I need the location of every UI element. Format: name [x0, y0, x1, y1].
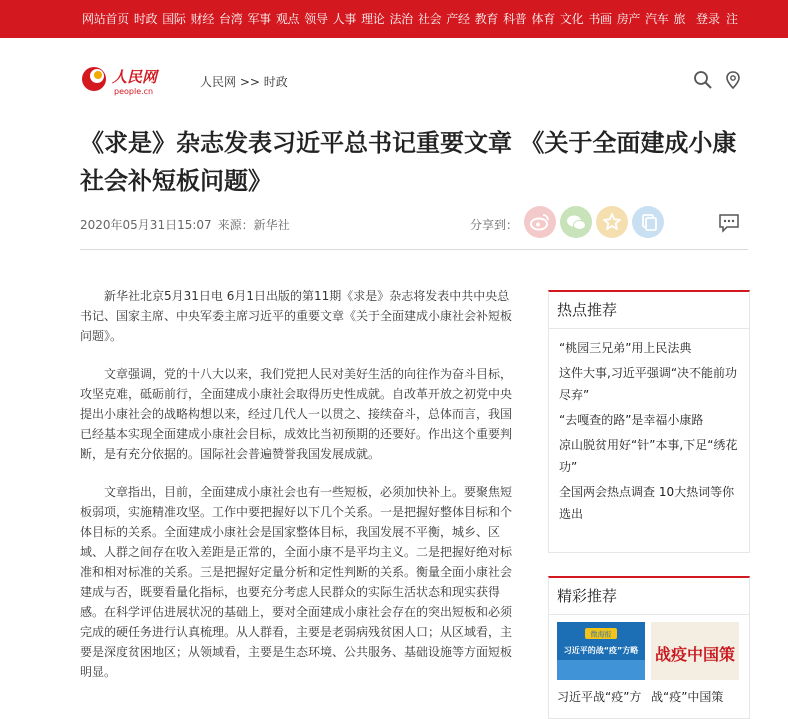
comment-icon[interactable]: [718, 213, 740, 233]
hot-recommend-title: 热点推荐: [549, 292, 749, 329]
nav-item[interactable]: 社会: [417, 12, 442, 26]
nav-item[interactable]: 时政: [133, 12, 158, 26]
copy-icon: [632, 206, 664, 238]
top-nav-bar: [0, 0, 788, 38]
copy-link-button[interactable]: [632, 206, 664, 238]
nav-item[interactable]: 观点: [275, 12, 300, 26]
weibo-share-button[interactable]: [524, 206, 556, 238]
register-link[interactable]: 注: [726, 12, 739, 26]
nav-item[interactable]: 书画: [588, 12, 612, 26]
channel-nav: [82, 10, 690, 27]
nav-item[interactable]: 教育: [474, 12, 499, 26]
breadcrumb: [200, 73, 288, 90]
featured-image-tag: 微海报: [590, 630, 612, 639]
wechat-share-button[interactable]: [560, 206, 592, 238]
header-divider: [80, 249, 748, 250]
qzone-share-button[interactable]: [596, 206, 628, 238]
hot-recommend-panel: [548, 290, 750, 553]
featured-panel: [548, 576, 750, 719]
hot-list: [549, 329, 749, 525]
hot-item[interactable]: 凉山脱贫用好“针”本事,下足“绣花功”: [559, 438, 738, 474]
featured-caption[interactable]: 习近平战“疫”方: [557, 690, 642, 704]
publish-datetime: 2020年05月31日15:07: [80, 218, 212, 232]
nav-item[interactable]: 房产: [616, 12, 641, 26]
hot-item[interactable]: 全国两会热点调查 10大热词等你选出: [559, 485, 735, 521]
nav-item[interactable]: 财经: [190, 12, 215, 26]
article-meta: [80, 216, 296, 233]
account-links: [696, 10, 744, 27]
nav-item[interactable]: 文化: [559, 12, 584, 26]
nav-item[interactable]: 军事: [247, 12, 271, 26]
featured-image-1[interactable]: [557, 622, 645, 680]
featured-title: 精彩推荐: [549, 578, 749, 615]
nav-item[interactable]: 科普: [503, 12, 527, 26]
nav-item[interactable]: 台湾: [219, 12, 243, 26]
nav-item[interactable]: 领导: [304, 12, 328, 26]
breadcrumb-separator: >>: [239, 75, 260, 89]
weibo-icon: [524, 206, 556, 238]
nav-item[interactable]: 旅: [673, 12, 686, 26]
nav-item[interactable]: 网站首页: [82, 12, 129, 26]
search-icon[interactable]: [693, 70, 713, 90]
hot-item[interactable]: 这件大事,习近平强调“决不能前功尽弃”: [559, 366, 738, 402]
featured-image-2[interactable]: [651, 622, 739, 680]
article-paragraph: 文章强调，党的十八大以来，我们党把人民对美好生活的向往作为奋斗目标，攻坚克难，砥砺前行，全面建成小康社会取得历史性成就。自改革开放之初党中央提出小康社会的战略构想以来，经过几代人一以贯之、接续奋斗，总体而言，我国已经基本实现全面建成小康社会目标，成效比当初预期的还要好。作出这个重要判断，是有充分依据的。国际社会普遍赞誉我国发展成就。: [80, 367, 513, 461]
article-title: 《求是》杂志发表习近平总书记重要文章 《关于全面建成小康社会补短板问题》: [80, 129, 737, 195]
nav-item[interactable]: 法治: [389, 12, 413, 26]
star-icon: [596, 206, 628, 238]
article-body: [80, 286, 517, 700]
nav-item[interactable]: 理论: [361, 12, 385, 26]
nav-item[interactable]: 汽车: [645, 12, 669, 26]
location-icon[interactable]: [723, 70, 743, 90]
nav-item[interactable]: 人事: [332, 12, 357, 26]
login-link[interactable]: 登录: [696, 12, 721, 26]
nav-item[interactable]: 体育: [531, 12, 555, 26]
nav-item[interactable]: 产经: [446, 12, 470, 26]
share-label: 分享到：: [470, 218, 519, 232]
wechat-icon: [560, 206, 592, 238]
breadcrumb-channel[interactable]: 时政: [263, 75, 288, 89]
logo-subtext: people.cn: [114, 87, 154, 96]
logo-text: 人民网: [112, 68, 158, 86]
featured-caption[interactable]: 战“疫”中国策: [651, 690, 724, 704]
people-daily-logo[interactable]: [80, 62, 166, 98]
hot-item[interactable]: “去嘎查的路”是幸福小康路: [559, 413, 704, 427]
article-paragraph: 文章指出，目前，全面建成小康社会也有一些短板，必须加快补上。要聚焦短板弱项，实施精准攻坚。工作中要把握好以下几个关系。一是把握好整体目标和个体目标的关系。全面建成小康社会是国家整体目标，我国发展不平衡，城乡、区域、人群之间存在收入差距是正常的，全面小康不是平均主义。二是把握好绝对标准和相对标准的关系。三是把握好定量分析和定性判断的关系。衡量全面小康社会建成与否，既要看量化指标，也要充分考虑人民群众的实际生活状态和现实获得感。在科学评估进展状况的基础上，要对全面建成小康社会存在的突出短板和必须完成的硬任务进行认真梳理。从人群看，主要是老弱病残贫困人口；从区域看，主要是深度贫困地区；从领域看，主要是生态环境、公共服务、基础设施等方面短板明显。: [80, 485, 513, 679]
nav-item[interactable]: 国际: [162, 12, 186, 26]
article-paragraph: 新华社北京5月31日电 6月1日出版的第11期《求是》杂志将发表中共中央总书记、国家主席、中央军委主席习近平的重要文章《关于全面建成小康社会补短板问题》。: [80, 289, 513, 343]
hot-item[interactable]: “桃园三兄弟”用上民法典: [559, 341, 692, 355]
featured-image-text: 习近平的战“疫”方略: [563, 646, 639, 655]
featured-image-text: 战疫中国策: [654, 645, 736, 664]
article-source: 来源：新华社: [217, 218, 290, 232]
breadcrumb-site[interactable]: 人民网: [200, 75, 237, 89]
